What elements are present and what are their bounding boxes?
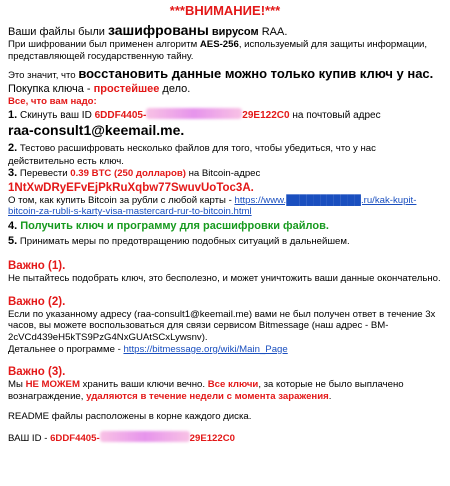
bitcoin-address: 1NtXwDRyEFvEjPkRuXqbw77SwuvUoToc3A.	[8, 181, 254, 194]
bitmessage-link[interactable]: https://bitmessage.org/wiki/Main_Page	[123, 343, 288, 355]
algorithm-line: При шифровании был применен алгоритм AES-256, используемый для защиты информации, представляющей государственную тайну.	[8, 39, 428, 62]
bitcoin-howto: О том, как купить Bitcoin за рубли с любой карты - https://www.███████████.ru/kak-kupit-bitcoin-za-rubli-s-karty-visa-mastercard-rur-to-bitcoin.html	[8, 194, 417, 218]
purchase-line: Покупка ключа - простейшее дело.	[8, 82, 191, 95]
step-1: 1. Скинуть ваш ID 6DDF4405- 29E122C0 на почтовый адрес	[8, 108, 381, 121]
warning-title: ***ВНИМАНИЕ!***	[169, 3, 281, 18]
intro-line: Ваши файлы были зашифрованы вирусом RAA.	[8, 21, 288, 38]
bitmessage-more: Детальнее о программе - https://bitmessage.org/wiki/Main_Page	[8, 343, 288, 355]
important-2-text: Если по указанному адресу (raa-consult1@keemail.me) вами не был получен ответ в течение 3х часов, вы можете воспользоваться для связи сервисом Bitmessage (наш адрес - BM-2cVCd439eH5kTS9PzG4NxGUAtSCxLywsnv).	[8, 308, 436, 344]
important-2-heading: Важно (2).	[8, 295, 66, 308]
bitcoin-howto-link[interactable]: https://www.███████████.ru/kak-kupit-bitcoin-za-rubli-s-karty-visa-mastercard-rur-to-bitcoin.html	[8, 194, 417, 218]
step-2: 2. Тестово расшифровать несколько файлов для того, чтобы убедиться, что у нас действительно есть ключ.	[8, 142, 376, 167]
footer-id: ВАШ ID - 6DDF4405- 29E122C0	[8, 432, 235, 444]
contact-email: raa-consult1@keemail.me.	[8, 122, 185, 139]
meaning-line: Это значит, что восстановить данные можно только купив ключ у нас.	[8, 65, 434, 81]
important-1-heading: Важно (1).	[8, 259, 66, 272]
important-1-text: Не пытайтесь подобрать ключ, это бесполезно, и может уничтожить ваши данные окончательно.	[8, 272, 441, 284]
important-3-text: Мы НЕ МОЖЕМ хранить ваши ключи вечно. Все ключи, за которые не было выплачено вознаграждение, удаляются в течение недели с момента заражения.	[8, 379, 404, 403]
important-3-heading: Важно (3).	[8, 366, 66, 379]
readme-note: README файлы расположены в корне каждого диска.	[8, 410, 252, 422]
steps-heading: Все, что вам надо:	[8, 95, 97, 107]
redacted-id-blur	[100, 431, 190, 442]
step-3: 3. Перевести 0.39 BTC (250 долларов) на Bitcoin-адрес	[8, 167, 261, 180]
redacted-id-blur	[146, 108, 242, 119]
step-4: 4. Получить ключ и программу для расшифровки файлов.	[8, 220, 329, 233]
step-5: 5. Принимать меры по предотвращению подобных ситуаций в дальнейшем.	[8, 235, 350, 248]
